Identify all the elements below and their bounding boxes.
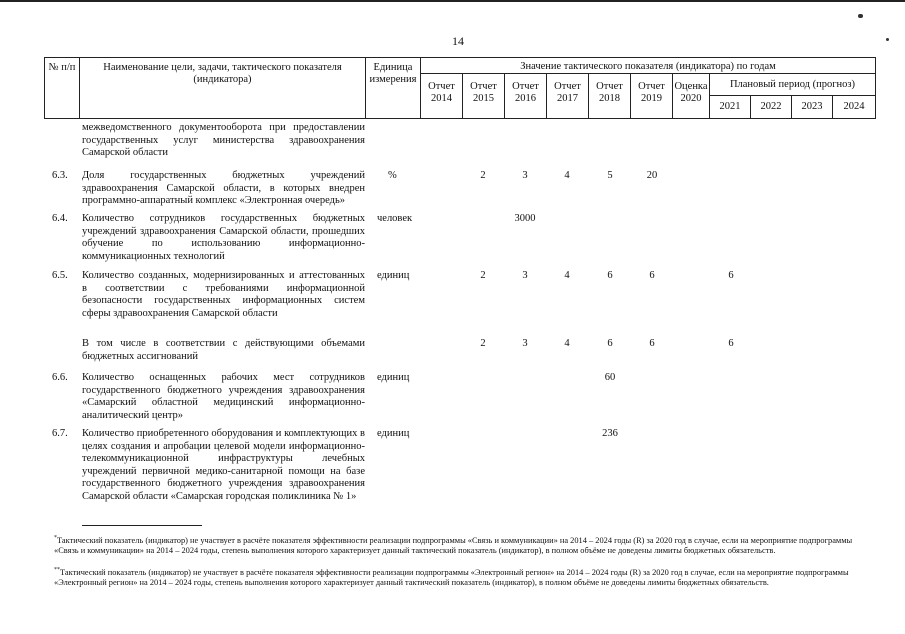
- year-header-label: Отчет: [428, 81, 455, 92]
- year-header-label: Отчет: [512, 81, 539, 92]
- row-description: Доля государственных бюджетных учреждений здравоохранения Самарской области, в которых внедрен программно-аппаратный комплекс «Электронная очередь»: [82, 170, 365, 206]
- year-header-1: [462, 73, 505, 119]
- header-plan-label: Плановый период (прогноз): [729, 79, 856, 90]
- page-number: 14: [452, 34, 464, 48]
- row-description: Количество созданных, модернизированных и аттестованных в соответствии с требованиями информационной безопасности государственных информационных систем сферы здравоохранения Самарской области: [82, 270, 365, 319]
- row-value: 3: [522, 170, 528, 181]
- header-no: [44, 57, 80, 119]
- header-plan: [709, 73, 876, 96]
- row-unit: %: [388, 170, 397, 181]
- row-number: 6.7.: [52, 428, 68, 439]
- year-header-label: Отчет: [554, 81, 581, 92]
- scan-speck: [886, 38, 889, 41]
- page-top-border: [0, 0, 905, 2]
- row-value: 3: [522, 338, 528, 349]
- year-header-5: [630, 73, 673, 119]
- year-header-year: 2020: [680, 93, 702, 104]
- year-header-4: [588, 73, 631, 119]
- row-number: 6.5.: [52, 270, 68, 281]
- year-header-6: [672, 73, 710, 119]
- row-unit: единиц: [377, 270, 410, 281]
- row-value: 20: [646, 170, 658, 181]
- footnote-separator: [82, 525, 202, 526]
- header-values-label: Значение тактического показателя (индикатора) по годам: [520, 61, 776, 72]
- row-value: 236: [602, 428, 618, 439]
- row-unit: человек: [377, 213, 413, 224]
- row-unit: единиц: [377, 372, 410, 383]
- row-description: Количество сотрудников государственных бюджетных учреждений здравоохранения Самарской области, прошедших обучение по использованию информационно-коммуникационных технологий: [82, 213, 365, 262]
- footnote-1: [54, 533, 854, 556]
- year-header-0: [420, 73, 463, 119]
- row-unit: единиц: [377, 428, 410, 439]
- year-header-year: 2015: [473, 93, 494, 104]
- header-unit: [365, 57, 421, 119]
- plan-year-header-3: [832, 95, 876, 119]
- row-value: 6: [607, 270, 613, 281]
- row-value: 5: [607, 170, 613, 181]
- footnote-1-text: Тактический показатель (индикатор) не участвует в расчёте показателя эффективности реализации подпрограммы «Связь и коммуникации» на 2014 – 2024 годы (R) за 2020 год в случае, если на мероприятие подпрограммы «Связь и коммуникации» на 2014 – 2024 годы, степень выполнения которого характеризует данный тактический показатель (индикатор), в полном объёме не доведены лимиты бюджетных обязательств.: [54, 535, 853, 555]
- row-value: 4: [564, 170, 570, 181]
- footnote-2: [54, 565, 854, 588]
- header-name-label: Наименование цели, задачи, тактического показателя (индикатора): [103, 62, 342, 85]
- row-description: межведомственного документооборота при предоставлении государственных услуг министерства здравоохранения Самарской области: [82, 122, 365, 158]
- row-value: 4: [564, 338, 570, 349]
- plan-year-header-2: [791, 95, 833, 119]
- row-value: 3: [522, 270, 528, 281]
- year-header-year: 2016: [515, 93, 536, 104]
- row-value: 6: [607, 338, 613, 349]
- plan-year-label: 2022: [760, 101, 782, 112]
- year-header-2: [504, 73, 547, 119]
- plan-year-label: 2021: [719, 101, 741, 112]
- plan-year-label: 2023: [801, 101, 823, 112]
- row-value: 6: [728, 270, 734, 281]
- row-description: В том числе в соответствии с действующими объемами бюджетных ассигнований: [82, 338, 365, 362]
- year-header-year: 2014: [431, 93, 452, 104]
- header-name: [79, 57, 366, 119]
- scan-speck: [858, 14, 863, 18]
- row-number: 6.3.: [52, 170, 68, 181]
- year-header-year: 2017: [557, 93, 578, 104]
- year-header-year: 2019: [641, 93, 662, 104]
- year-header-year: 2018: [599, 93, 620, 104]
- footnote-2-mark: **: [54, 567, 60, 573]
- row-value: 6: [728, 338, 734, 349]
- year-header-label: Отчет: [470, 81, 497, 92]
- row-value: 2: [480, 338, 486, 349]
- header-no-label: № п/п: [48, 62, 76, 73]
- row-value: 2: [480, 270, 486, 281]
- plan-year-header-1: [750, 95, 792, 119]
- row-value: 3000: [514, 213, 536, 224]
- row-description: Количество приобретенного оборудования и комплектующих в целях создания и апробации целевой модели информационно-телекоммуникационной инфраструктуры лечебных учреждений первичной медико-санитарной помощи на базе государственного бюджетного учреждения здравоохранения Самарской области «Самарская городская поликлиника № 1»: [82, 428, 365, 502]
- row-value: 6: [649, 270, 655, 281]
- row-value: 60: [604, 372, 616, 383]
- footnote-1-mark: *: [54, 535, 57, 541]
- footnote-2-text: Тактический показатель (индикатор) не участвует в расчёте показателя эффективности реализации подпрограммы «Электронный регион» на 2014 – 2024 годы (R) за 2020 год в случае, если на мероприятие подпрограммы «Электронный регион» на 2014 – 2024 годы, степень выполнения которого характеризует данный тактический показатель (индикатор), в полном объёме не доведены лимиты бюджетных обязательств.: [54, 567, 849, 587]
- year-header-3: [546, 73, 589, 119]
- year-header-label: Отчет: [638, 81, 665, 92]
- row-number: 6.4.: [52, 213, 68, 224]
- row-value: 4: [564, 270, 570, 281]
- row-value: 2: [480, 170, 486, 181]
- row-description: Количество оснащенных рабочих мест сотрудников государственного бюджетного учреждения здравоохранения «Самарский областной медицинский информационно-аналитический центр»: [82, 372, 365, 421]
- year-header-label: Отчет: [596, 81, 623, 92]
- row-value: 6: [649, 338, 655, 349]
- header-values: [420, 57, 876, 74]
- plan-year-header-0: [709, 95, 751, 119]
- header-unit-label: Единица измерения: [369, 62, 417, 85]
- plan-year-label: 2024: [843, 101, 865, 112]
- year-header-label: Оценка: [674, 81, 708, 92]
- row-number: 6.6.: [52, 372, 68, 383]
